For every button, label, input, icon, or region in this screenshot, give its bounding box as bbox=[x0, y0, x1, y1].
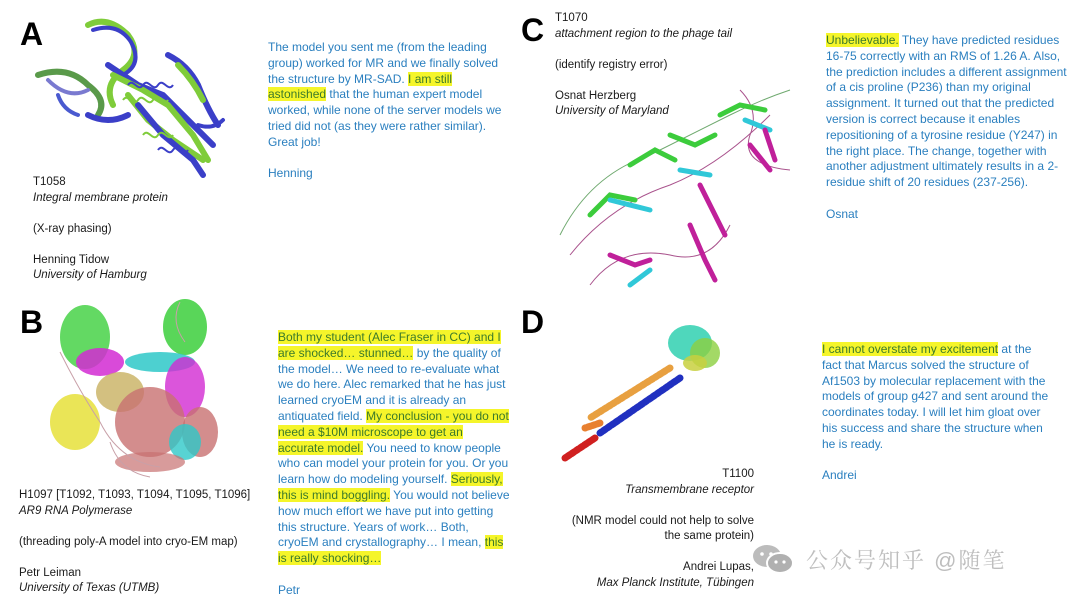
task-description: (identify registry error) bbox=[555, 58, 668, 71]
panel-letter-b: B bbox=[20, 304, 44, 340]
quote-signature: Petr bbox=[278, 582, 301, 597]
panel-letter-c: C bbox=[521, 12, 545, 48]
panel-d-quote bbox=[822, 342, 1054, 484]
protein-name: Transmembrane receptor bbox=[625, 483, 754, 496]
quote-signature: Andrei bbox=[822, 468, 857, 483]
quote-text: that the human expert model worked, while none of the server models we tried did not (as they were rather similar). Great job! bbox=[268, 87, 502, 149]
target-id: H1097 [T1092, T1093, T1094, T1095, T1096] bbox=[19, 489, 251, 501]
highlighted-text: Unbelievable. bbox=[826, 33, 899, 47]
highlighted-text: I cannot overstate my excitement bbox=[822, 342, 999, 356]
target-id: T1070 bbox=[555, 12, 588, 24]
protein-structure-c-image bbox=[550, 85, 810, 315]
task-description: (threading poly-A model into cryo-EM map) bbox=[19, 535, 238, 548]
quote-text: The model you sent me (from the leading group) worked for MR and we finally solved the structure by MR-SAD. bbox=[268, 40, 499, 86]
protein-name: attachment region to the phage tail bbox=[555, 27, 733, 40]
quote-text: They have predicted residues 16-75 correctly with an RMS of 1.26 A. Also, the prediction includes a different assignment of a cis proline (P236) than my original assignment. It turned out that the predicted version is correct because it enables repositioning of a tyrosine residue (Y247) in the right place. The change, together with another adjustment ultimately results in a 2-residue shift of 20 residues (237-256). bbox=[826, 33, 1067, 190]
quote-signature: Henning bbox=[268, 166, 313, 181]
target-id: T1100 bbox=[722, 468, 754, 480]
panel-a-info bbox=[33, 175, 168, 284]
institution: Max Planck Institute, Tübingen bbox=[596, 576, 754, 589]
panel-d-info bbox=[560, 467, 754, 591]
watermark-text: 公众号知乎 @随笔 bbox=[806, 547, 1007, 573]
panel-b-info bbox=[19, 488, 250, 597]
highlighted-text: I am still astonished bbox=[268, 71, 453, 102]
protein-structure-d-image bbox=[560, 318, 730, 473]
watermark bbox=[750, 542, 1006, 576]
panel-letter-d: D bbox=[521, 304, 545, 340]
quote-text: by the quality of the model… We need to re-evaluate what we do here. Alec remarked that he has just learned cryoEM and it is already an antiquated field. bbox=[278, 345, 506, 423]
quote-text: You need to know people who can model your protein for you. Or you learn how do modeling yourself. bbox=[278, 440, 509, 487]
highlighted-text: My conclusion - you do not need a $10M microscope to get an accurate model. bbox=[278, 408, 509, 455]
quote-text: at the fact that Marcus solved the structure of Af1503 by molecular replacement with the models of group g427 and sent around the coordinates today. I will let him gloat over his success and share the structure when he is ready. bbox=[822, 342, 1049, 451]
highlighted-text: Seriously, this is mind boggling. bbox=[278, 472, 503, 502]
quote-text: You would not believe how much effort we have put into getting this structure. Years of work… Both, cryoEM and crystallography… I mean, bbox=[278, 487, 510, 550]
wechat-icon bbox=[750, 542, 796, 576]
person-name: Osnat Herzberg bbox=[555, 89, 637, 102]
highlighted-text: Both my student (Alec Fraser in CC) and I are shocked… stunned… bbox=[278, 330, 501, 360]
protein-structure-a-image bbox=[28, 5, 238, 180]
person-name: Andrei Lupas, bbox=[683, 561, 754, 573]
highlighted-text: this is really shocking… bbox=[278, 535, 504, 566]
panel-letter-a: A bbox=[20, 16, 44, 52]
protein-name: Integral membrane protein bbox=[33, 191, 168, 204]
person-name: Henning Tidow bbox=[33, 253, 110, 266]
institution: University of Maryland bbox=[555, 105, 669, 117]
person-name: Petr Leiman bbox=[19, 566, 82, 579]
task-description: (NMR model could not help to solve the same protein) bbox=[571, 514, 754, 542]
institution: University of Hamburg bbox=[33, 269, 147, 281]
task-description: (X-ray phasing) bbox=[33, 222, 112, 235]
quote-signature: Osnat bbox=[826, 206, 859, 221]
panel-a-quote bbox=[268, 40, 508, 182]
target-id: T1058 bbox=[33, 176, 66, 188]
protein-name: AR9 RNA Polymerase bbox=[19, 504, 133, 517]
panel-c-quote bbox=[826, 33, 1074, 223]
institution: University of Texas (UTMB) bbox=[19, 582, 160, 594]
protein-structure-b-image bbox=[50, 292, 220, 482]
panel-b-quote bbox=[278, 330, 510, 599]
